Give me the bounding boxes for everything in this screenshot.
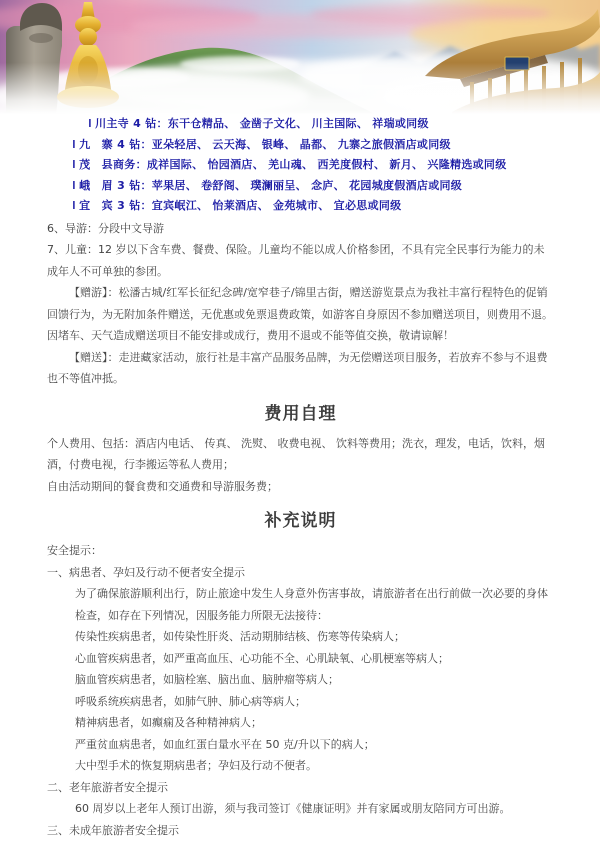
- list-bullet: l: [72, 137, 76, 151]
- safety-para: 60 周岁以上老年人预订出游，须与我司签订《健康证明》并有家属或朋友陪同方可出游。: [75, 802, 511, 816]
- safety-section-1-head: 一、病患者、孕妇及行动不便者安全提示: [47, 565, 245, 579]
- list-bullet: l: [72, 199, 76, 213]
- hotel-line-maoxian: [47, 155, 554, 176]
- safety-para: 精神病患者，如癫痫及各种精神病人；: [75, 716, 262, 730]
- hotel-line-emei: [47, 176, 554, 197]
- hotel-line-jiuzhai: [47, 135, 554, 156]
- safety-section-2-head: 二、老年旅游者安全提示: [47, 780, 168, 794]
- list-bullet: l: [88, 117, 92, 130]
- safety-para: 为了确保旅游顺利出行，防止旅途中发生人身意外伤害事故，请旅游者在出行前做一次必要的身体检查，如存在下列情况，因服务能力所限无法接待：: [75, 587, 548, 622]
- list-bullet: l: [72, 158, 76, 172]
- header-photo-collage: [0, 0, 600, 114]
- hotel-line-text: 茂 县商务：成祥国际、 怡园酒店、 羌山魂、 西羌度假村、 新月、 兴隆精选或同级: [79, 158, 507, 172]
- safety-intro: 安全提示：: [47, 544, 102, 558]
- safety-para: 传染性疾病患者，如传染性肝炎、活动期肺结核、伤寒等传染病人；: [75, 630, 405, 644]
- document-body: [0, 114, 600, 841]
- term-children: 7、儿童：12 岁以下含车费、餐费、保险。儿童均不能以成人价格参团，不具有完全民事行为能力的未成年人不可单独的参团。: [47, 243, 545, 278]
- safety-para: 心血管疾病患者，如严重高血压、心功能不全、心肌缺氧、心肌梗塞等病人；: [75, 651, 449, 665]
- hotel-tier-list: [47, 114, 554, 217]
- hotel-line-text: 宜 宾 3 钻：宜宾岷江、 怡莱酒店、 金苑城市、 宜必思或同级: [79, 199, 402, 213]
- fees-personal: 个人费用、包括：酒店内电话、 传真、 洗熨、 收费电视、 饮料等费用；洗衣，理发，电话，饮料，烟酒，付费电视，行李搬运等私人费用；: [47, 436, 545, 472]
- hotel-line-text: 九 寨 4 钻：亚朵轻居、 云天海、 银峰、 晶都、 九寨之旅假酒店或同级: [79, 137, 451, 151]
- section-title-fees: 费用自理: [264, 403, 337, 424]
- header-collage-art: [0, 0, 600, 114]
- hotel-line-text: 川主寺 4 钻：东干仓精品、 金凿子文化、 川主国际、 祥瑞或同级: [95, 117, 429, 130]
- bottom-fade: [0, 0, 600, 114]
- hotel-line-chuanzhusi: [47, 114, 554, 135]
- term-guide: 6、导游：分段中文导游: [47, 221, 164, 235]
- section-title-supplement: 补充说明: [264, 511, 337, 532]
- hotel-line-yibin: [47, 196, 554, 217]
- safety-para: 脑血管疾病患者，如脑栓塞、脑出血、脑肿瘤等病人；: [75, 673, 339, 687]
- safety-para: 严重贫血病患者，如血红蛋白量水平在 50 克/升以下的病人；: [75, 737, 375, 751]
- safety-section-3-head: 三、未成年旅游者安全提示: [47, 823, 179, 837]
- list-bullet: l: [72, 178, 76, 192]
- term-gift-tour: 【赠游】：松潘古城/红军长征纪念碑/宽窄巷子/锦里古街，赠送游览景点为我社丰富行程特色的促销回馈行为，为无附加条件赠送，无优惠或免票退费政策，如游客自身原因不参加赠送项目，则费用不退。因堵车、天气造成赠送项目不能安排或成行，费用不退或不能等值交换，敬请谅解！: [47, 286, 553, 343]
- safety-para: 大中型手术的恢复期病患者；孕妇及行动不便者。: [75, 759, 317, 773]
- term-gift-activity: 【赠送】：走进藏家活动，旅行社是丰富产品服务品牌，为无偿赠送项目服务，若放弃不参与不退费也不等值冲抵。: [47, 350, 548, 386]
- safety-para: 呼吸系统疾病患者，如肺气肿、肺心病等病人；: [75, 694, 306, 708]
- fees-free-time: 自由活动期间的餐食费和交通费和导游服务费；: [47, 479, 278, 493]
- hotel-line-text: 峨 眉 3 钻：苹果居、 卷舒阁、 璞澜丽呈、 念庐、 花园城度假酒店或同级: [79, 178, 463, 192]
